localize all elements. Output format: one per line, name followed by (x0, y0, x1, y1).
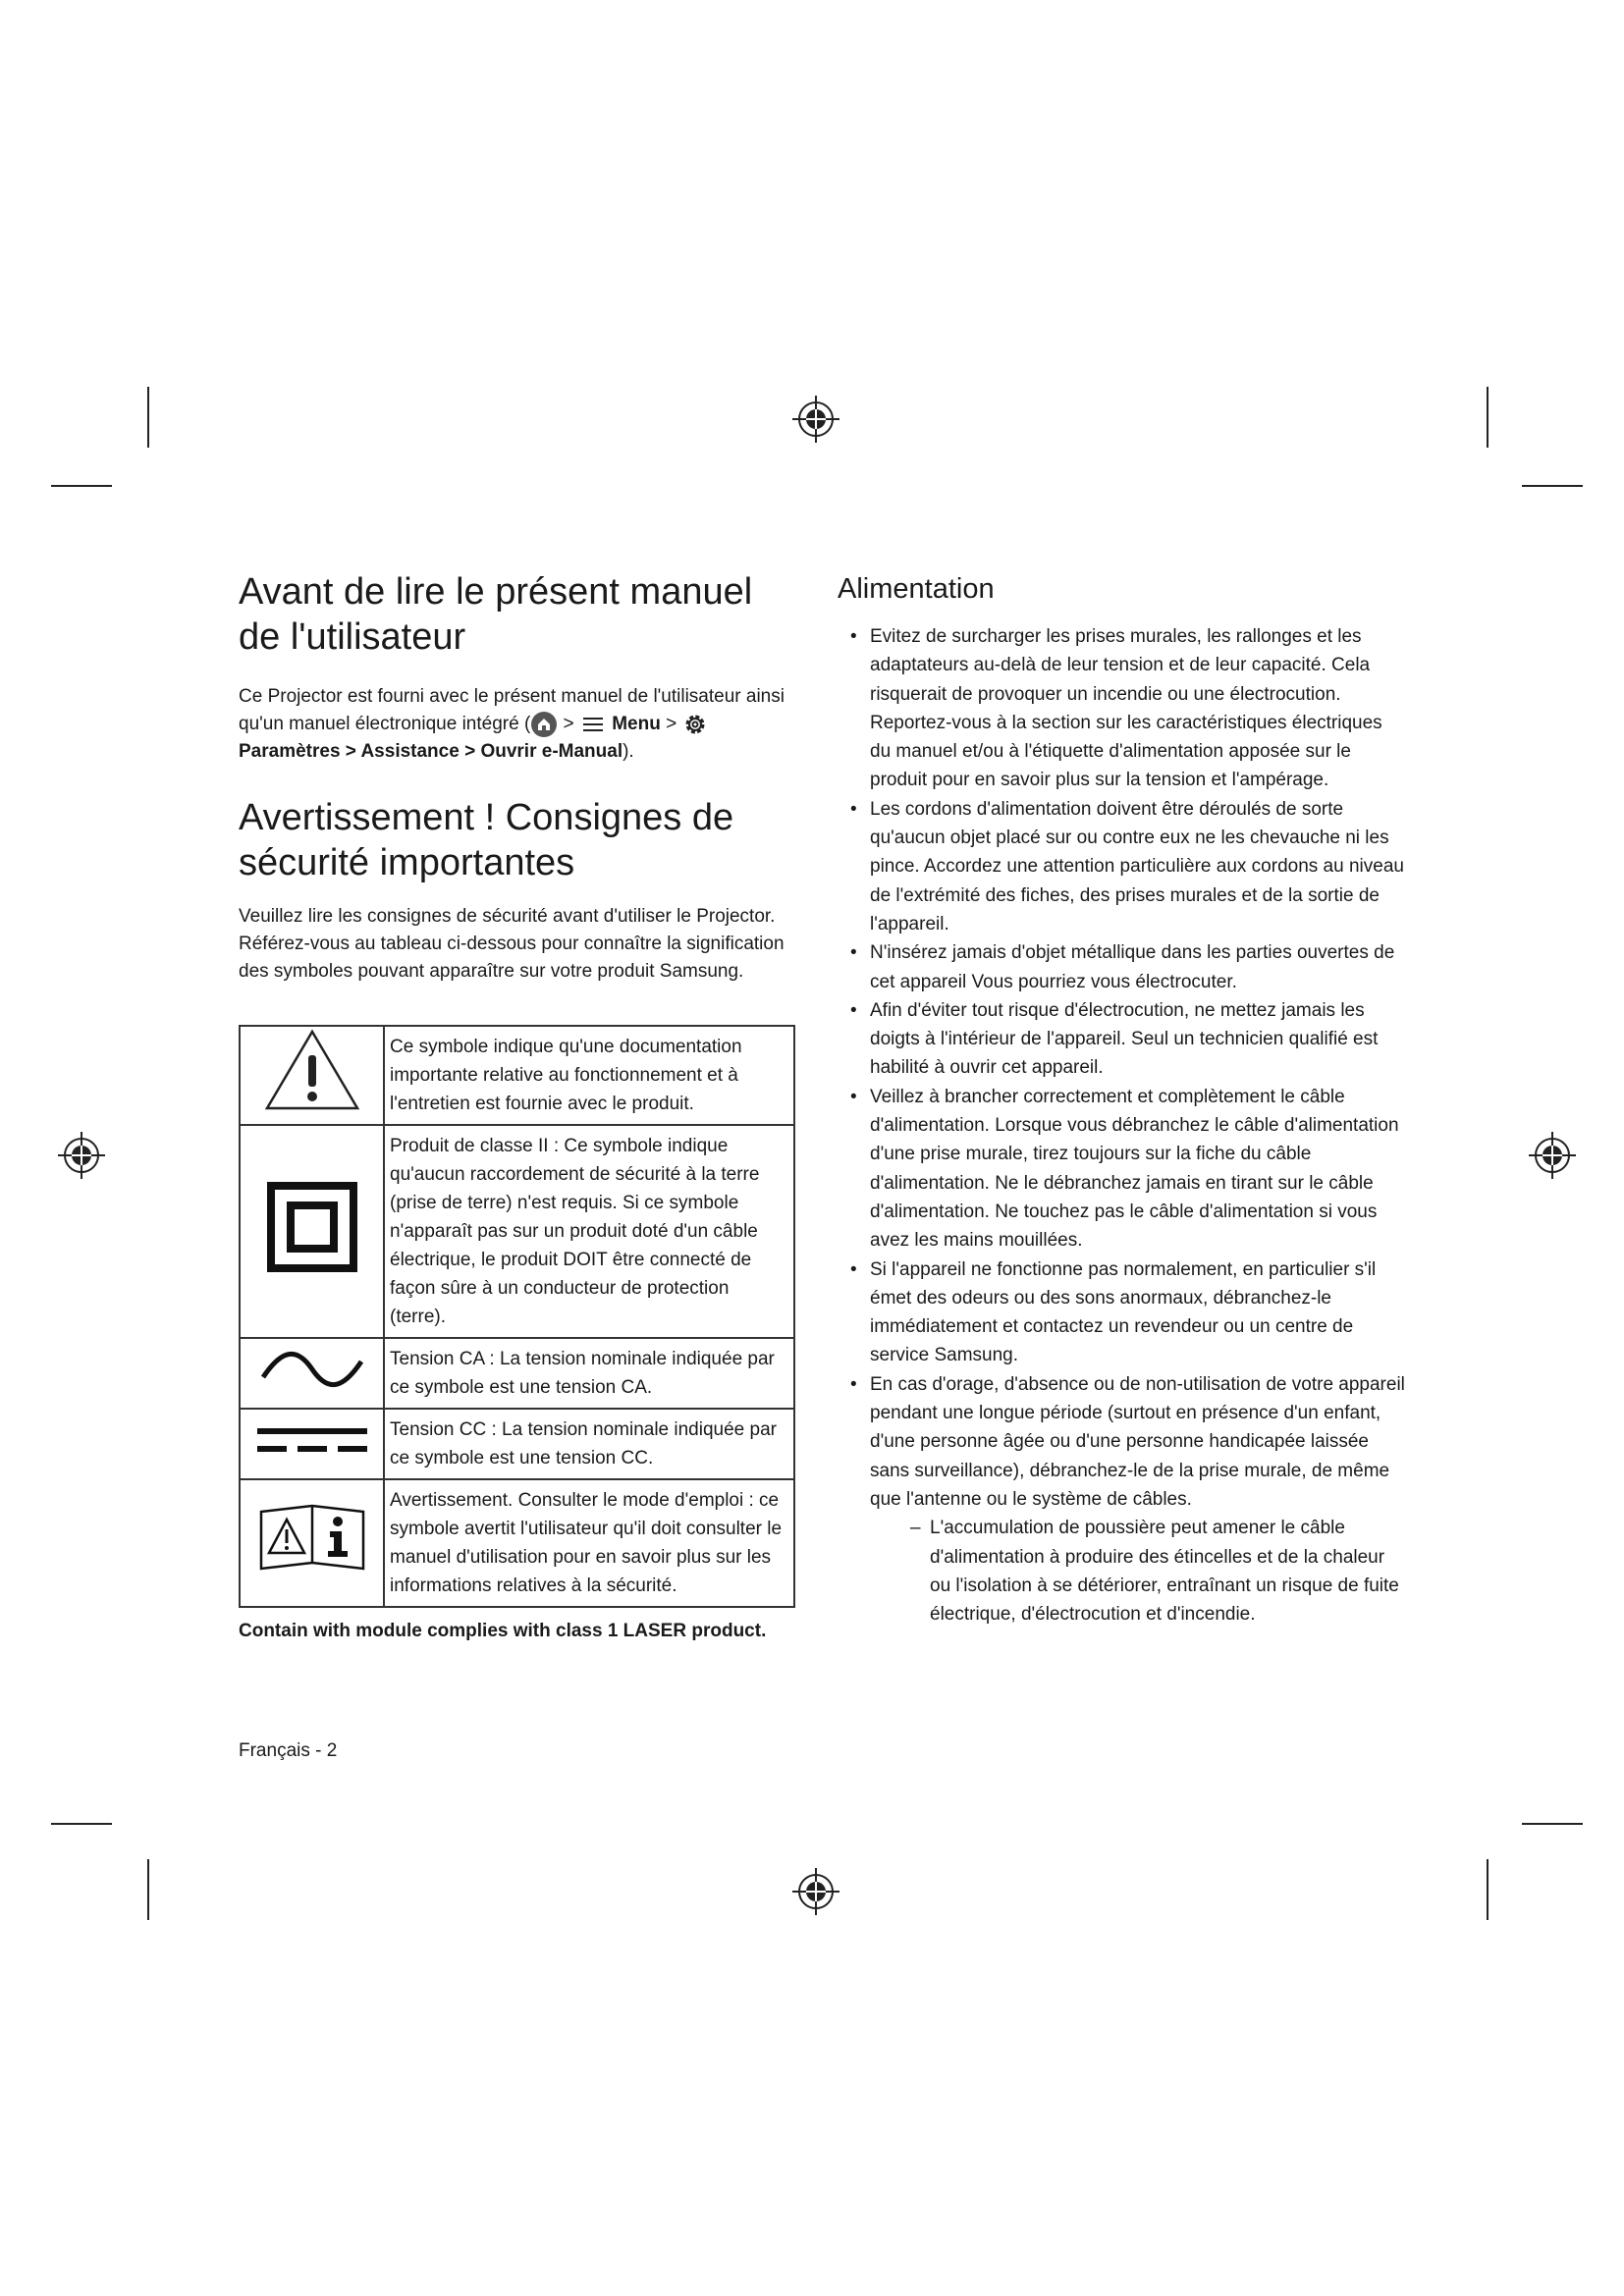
bullet: • (850, 1373, 857, 1395)
alimentation-list (838, 622, 1407, 1514)
list-subitem-text: L'accumulation de poussière peut amener le câble d'alimentation à produire des étincelles et de la chaleur ou l'isolation à se détériorer, entraînant un risque de fuite électrique, d'électrocution et d'incendie. (930, 1518, 1399, 1626)
list-subitem (910, 1514, 1407, 1629)
bullet: • (850, 1258, 857, 1280)
table-row (240, 1479, 794, 1607)
symbol-description: Tension CA : La tension nominale indiquée par ce symbole est une tension CA. (384, 1338, 794, 1409)
left-column (239, 569, 798, 1645)
intro-separator: > (558, 714, 579, 735)
section-title-alimentation: Alimentation (838, 573, 995, 605)
right-column (838, 569, 1407, 1629)
menu-icon (579, 711, 607, 738)
intro-end: ). (623, 741, 634, 763)
dash: – (910, 1518, 921, 1539)
intro-separator: > (660, 714, 682, 735)
registration-mark-icon (790, 1866, 841, 1917)
page-footer: Français - 2 (239, 1740, 338, 1761)
list-item (838, 938, 1407, 996)
table-row (240, 1338, 794, 1409)
alimentation-sublist (838, 1514, 1407, 1629)
symbol-description: Avertissement. Consulter le mode d'emploi : ce symbole avertit l'utilisateur qu'il doit consulter le manuel d'utilisation pour en savoir plus sur les informations relatives à la sécurité. (384, 1479, 794, 1607)
list-item-text: Evitez de surcharger les prises murales, les rallonges et les adaptateurs au-delà de leur tension et de leur capacité. Cela risquerait de provoquer un incendie ou une électrocution. Reportez-vous à la section sur les caractéristiques électriques du manuel et/ou à l'étiquette d'alimentation apposée sur le produit pour en savoir plus sur la tension et l'ampérage. (870, 626, 1382, 791)
section-title-before-reading: Avant de lire le présent manuel de l'utilisateur (239, 571, 753, 658)
symbol-cell (240, 1125, 384, 1338)
symbol-description: Tension CC : La tension nominale indiquée par ce symbole est une tension CC. (384, 1409, 794, 1479)
intro-text: Ce Projector est fourni avec le présent manuel de l'utilisateur ainsi qu'un manuel électronique intégré ( (239, 686, 785, 735)
class-ii-double-square-icon (267, 1182, 357, 1272)
list-item-text: En cas d'orage, d'absence ou de non-utilisation de votre appareil pendant une longue période (surtout en présence d'un enfant, d'une personne âgée ou d'une personne handicapée laissée sans surveillance), débranchez-le de la prise murale, de même que l'antenne ou le système de câbles. (870, 1373, 1405, 1510)
symbols-table (239, 1025, 795, 1608)
list-item (838, 1370, 1407, 1514)
list-item-text: Veillez à brancher correctement et complètement le câble d'alimentation. Lorsque vous débranchez le câble d'alimentation d'une prise murale, tirez toujours sur la fiche du câble d'alimentation. Ne le débranchez jamais en tirant sur le câble d'alimentation. Ne touchez pas le câble d'alimentation si vous avez les mains mouillées. (870, 1086, 1399, 1252)
table-row (240, 1125, 794, 1338)
home-icon (530, 711, 558, 738)
laser-note: Contain with module complies with class 1 LASER product. (239, 1621, 767, 1642)
crop-mark (1487, 1859, 1489, 1920)
crop-mark (51, 485, 112, 487)
intro-menu-label: Menu (612, 714, 661, 735)
list-item (838, 1083, 1407, 1255)
registration-mark-icon (1527, 1130, 1578, 1181)
list-item-text: N'insérez jamais d'objet métallique dans les parties ouvertes de cet appareil Vous pourriez vous électrocuter. (870, 942, 1395, 992)
bullet: • (850, 626, 857, 647)
bullet: • (850, 999, 857, 1021)
dc-lines-icon (255, 1420, 369, 1460)
safety-intro-paragraph: Veuillez lire les consignes de sécurité avant d'utiliser le Projector. Référez-vous au tableau ci-dessous pour connaître la signification des symboles pouvant apparaître sur votre produit Samsung. (239, 906, 785, 983)
list-item (838, 996, 1407, 1083)
manual-intro-paragraph (239, 683, 798, 766)
intro-settings-path: Paramètres > Assistance > Ouvrir e-Manual (239, 741, 623, 763)
crop-mark (1522, 1823, 1583, 1825)
section-title-safety: Avertissement ! Consignes de sécurité importantes (239, 797, 734, 884)
symbol-cell (240, 1338, 384, 1409)
symbol-description: Produit de classe II : Ce symbole indique qu'aucun raccordement de sécurité à la terre (prise de terre) n'est requis. Si ce symbole n'apparaît pas sur un produit doté d'un câble électrique, le produit DOIT être connecté de façon sûre à un conducteur de protection (terre). (384, 1125, 794, 1338)
registration-mark-icon (790, 394, 841, 445)
ac-wave-icon (258, 1350, 366, 1389)
symbol-cell (240, 1026, 384, 1125)
bullet: • (850, 942, 857, 964)
bullet: • (850, 798, 857, 820)
crop-mark (1487, 387, 1489, 448)
consult-manual-icon (257, 1502, 367, 1576)
list-item-text: Si l'appareil ne fonctionne pas normalement, en particulier s'il émet des odeurs ou des sons anormaux, débranchez-le immédiatement et contactez un revendeur ou un centre de service Samsung. (870, 1258, 1377, 1366)
list-item-text: Les cordons d'alimentation doivent être déroulés de sorte qu'aucun objet placé sur ou contre eux ne les chevauche ni les pince. Accordez une attention particulière aux cordons au niveau de l'extrémité des fiches, des prises murales et de la sortie de l'appareil. (870, 798, 1404, 934)
list-item (838, 1255, 1407, 1370)
list-item (838, 622, 1407, 795)
crop-mark (51, 1823, 112, 1825)
registration-mark-icon (56, 1130, 107, 1181)
table-row (240, 1409, 794, 1479)
symbol-cell (240, 1409, 384, 1479)
list-item-text: Afin d'éviter tout risque d'électrocution, ne mettez jamais les doigts à l'intérieur de l'appareil. Seul un technicien qualifié est habilité à ouvrir cet appareil. (870, 999, 1379, 1079)
symbol-description: Ce symbole indique qu'une documentation importante relative au fonctionnement et à l'entretien est fournie avec le produit. (384, 1026, 794, 1125)
warning-triangle-icon (263, 1028, 361, 1114)
bullet: • (850, 1086, 857, 1107)
crop-mark (1522, 485, 1583, 487)
gear-icon (681, 711, 709, 738)
list-item (838, 795, 1407, 938)
table-row (240, 1026, 794, 1125)
crop-mark (147, 1859, 149, 1920)
crop-mark (147, 387, 149, 448)
symbol-cell (240, 1479, 384, 1607)
